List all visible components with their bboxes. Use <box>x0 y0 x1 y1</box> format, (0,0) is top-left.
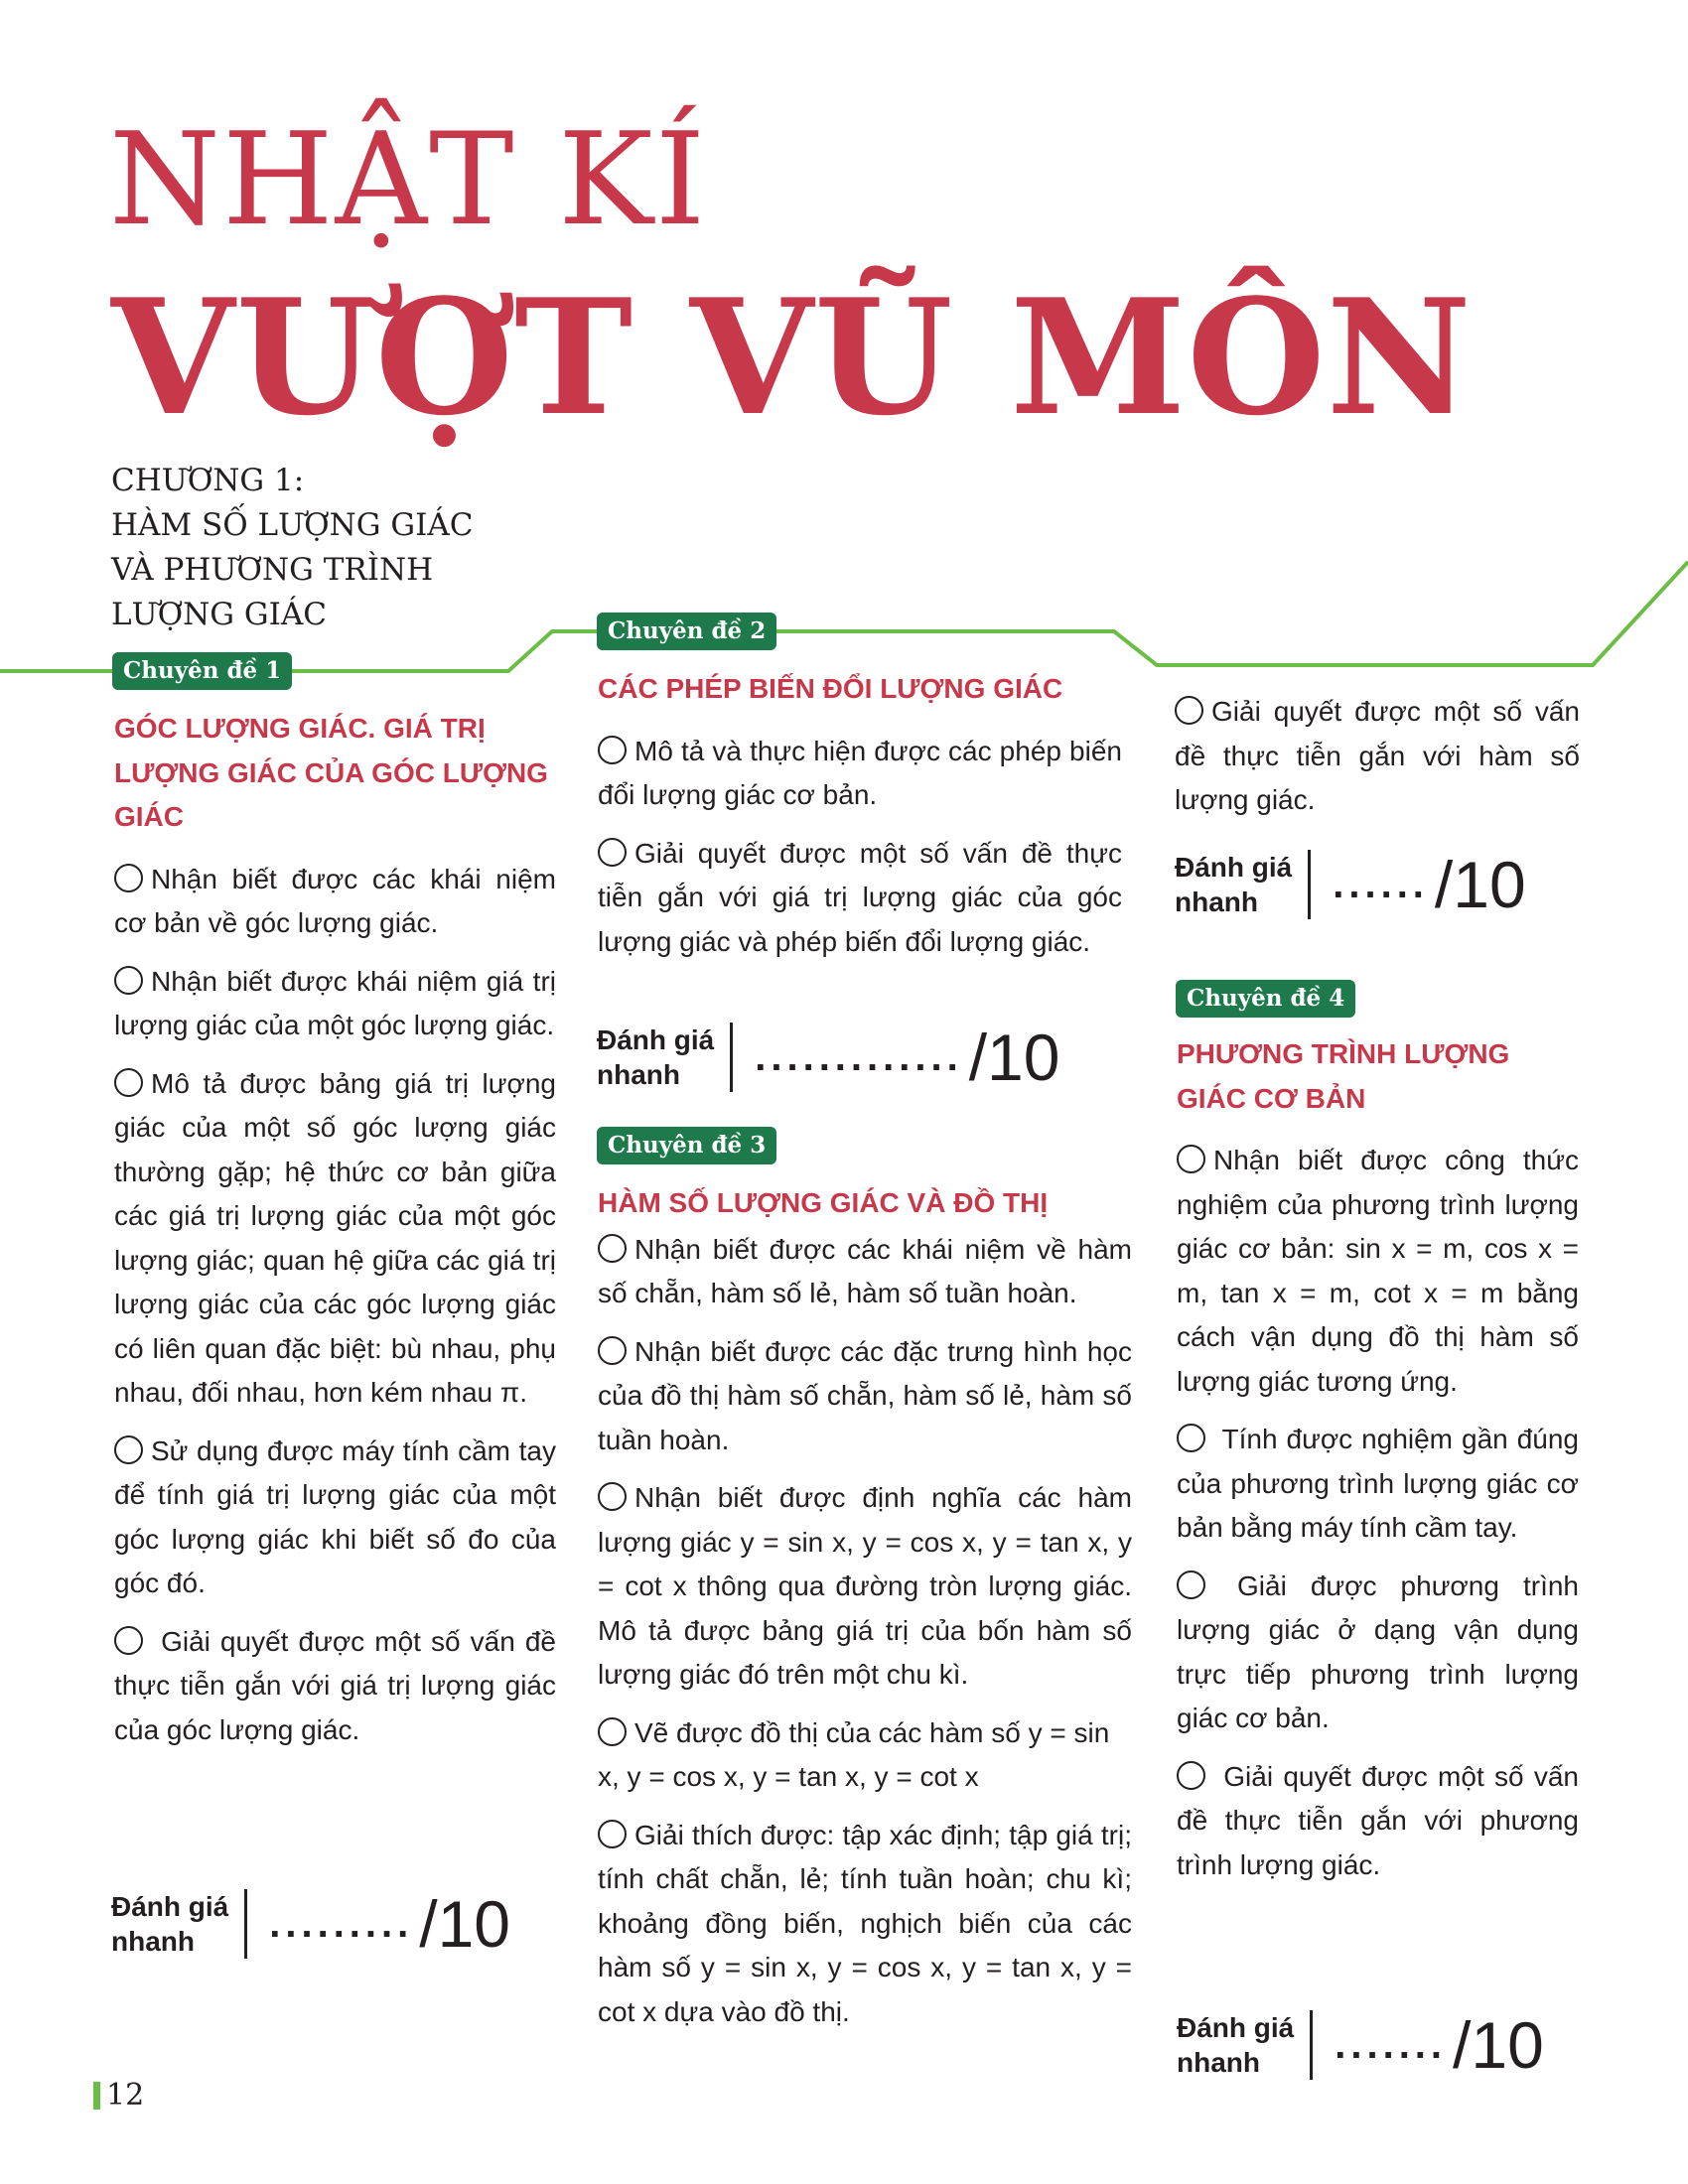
item-text: Mô tả và thực hiện được các phép biến đổi lượng giác cơ bản. <box>598 735 1122 810</box>
checkbox-circle-icon[interactable] <box>598 736 627 764</box>
item-text: Mô tả được bảng giá trị lượng giác của một số góc lượng giác thường gặp; hệ thức cơ bản giữa các giá trị lượng giác của một góc lượng giác; quan hệ giữa các giá trị lượng giác của các góc lượng giác có liên quan đặc biệt: bù nhau, phụ nhau, đối nhau, hơn kém nhau π. <box>114 1067 556 1408</box>
checkbox-circle-icon[interactable] <box>598 1482 627 1511</box>
item-text: Nhận biết được các đặc trưng hình học của đồ thị hàm số chẵn, hàm số lẻ, hàm số tuần hoàn. <box>598 1335 1132 1455</box>
topic-2-tag: Chuyên đề 2 <box>597 613 776 650</box>
item-text: Giải quyết được một số vấn đề thực tiễn gắn với phương trình lượng giác. <box>1177 1760 1579 1880</box>
rating-label: Đánh giá nhanh <box>1175 852 1293 917</box>
rating-blank[interactable]: ....... <box>1335 2022 1448 2067</box>
list-item <box>1177 1565 1579 1741</box>
checkbox-circle-icon[interactable] <box>1177 1145 1205 1173</box>
checkbox-circle-icon[interactable] <box>598 1234 627 1263</box>
item-text: Giải được phương trình lượng giác ở dạng vận dụng trực tiếp phương trình lượng giác cơ bản. <box>1177 1570 1579 1733</box>
title-top: NHẬT KÍ <box>109 106 708 254</box>
rating-score: /10 <box>968 1021 1060 1094</box>
list-item <box>598 1814 1132 2035</box>
list-item <box>598 1476 1132 1698</box>
checkbox-circle-icon[interactable] <box>114 966 143 995</box>
chapter-line: HÀM SỐ LƯỢNG GIÁC <box>111 507 474 543</box>
list-item <box>114 960 556 1048</box>
chapter-line: CHƯƠNG 1: <box>111 463 305 498</box>
list-item <box>598 832 1122 965</box>
list-item <box>1175 690 1580 823</box>
list-item <box>1177 1139 1579 1404</box>
chapter-line: VÀ PHƯƠNG TRÌNH <box>111 552 434 588</box>
item-text: Nhận biết được định nghĩa các hàm lượng giác y = sin x, y = cos x, y = tan x, y = cot x thông qua đường tròn lượng giác. Mô tả được bảng giá trị của bốn hàm số lượng giác đó trên một chu kì. <box>598 1482 1132 1690</box>
topic-3-column <box>598 1181 1132 2034</box>
rating-divider <box>1310 2010 1313 2080</box>
rating-divider <box>730 1023 733 1092</box>
page-marker <box>93 2082 100 2110</box>
item-text: Giải quyết được một số vấn đề thực tiễn gắn với giá trị lượng giác của góc lượng giác. <box>114 1625 556 1745</box>
checkbox-circle-icon[interactable] <box>114 1626 143 1655</box>
rating-score: /10 <box>419 1887 511 1961</box>
list-item <box>114 1620 556 1753</box>
topic-3-continued <box>1175 690 1580 823</box>
rating-blank[interactable]: ............. <box>755 1034 963 1079</box>
rating-divider <box>1308 850 1311 919</box>
topic-1-tag: Chuyên đề 1 <box>112 652 292 690</box>
list-item <box>598 1711 1132 1800</box>
topic-2-column <box>598 667 1122 964</box>
checkbox-circle-icon[interactable] <box>1177 1424 1205 1452</box>
topic-3-heading: HÀM SỐ LƯỢNG GIÁC VÀ ĐỒ THỊ <box>598 1187 1049 1218</box>
item-text: Giải thích được: tập xác định; tập giá trị; tính chất chẵn, lẻ; tính tuần hoàn; chu kì; khoảng đồng biến, nghịch biến của các hàm số y = sin x, y = cos x, y = tan x, y = cot x dựa vào đồ thị. <box>598 1819 1132 2027</box>
topic-2-rating <box>597 1023 1059 1092</box>
title-main: VƯỢT VŨ MÔN <box>111 264 1473 451</box>
item-text: Nhận biết được công thức nghiệm của phương trình lượng giác cơ bản: sin x = m, cos x = m, tan x = m, cot x = m bằng cách vận dụng đồ thị hàm số lượng giác tương ứng. <box>1177 1145 1579 1397</box>
list-item <box>114 1430 556 1606</box>
topic-1-column <box>114 707 556 1752</box>
topic-3-rating <box>1175 850 1526 919</box>
item-text: Tính được nghiệm gần đúng của phương trình lượng giác cơ bản bằng máy tính cầm tay. <box>1177 1424 1579 1543</box>
page-number-text: 12 <box>106 2078 145 2113</box>
topic-1-heading: GÓC LƯỢNG GIÁC. GIÁ TRỊ LƯỢNG GIÁC CỦA GÓC LƯỢNG GIÁC <box>114 713 548 832</box>
rating-label: Đánh giá nhanh <box>1177 2012 1295 2078</box>
rating-blank[interactable]: ...... <box>1333 862 1429 906</box>
item-text: Nhận biết được các khái niệm về hàm số chẵn, hàm số lẻ, hàm số tuần hoàn. <box>598 1233 1132 1308</box>
list-item <box>598 1228 1132 1316</box>
checkbox-circle-icon[interactable] <box>598 1717 627 1746</box>
list-item <box>598 730 1122 818</box>
topic-4-rating <box>1177 2010 1544 2080</box>
rating-score: /10 <box>1434 848 1526 921</box>
list-item <box>1177 1755 1579 1888</box>
rating-score: /10 <box>1453 2008 1544 2082</box>
topic-4-heading: PHƯƠNG TRÌNH LƯỢNG GIÁC CƠ BẢN <box>1177 1038 1510 1114</box>
item-text: Giải quyết được một số vấn đề thực tiễn gắn với hàm số lượng giác. <box>1175 696 1580 815</box>
list-item <box>114 858 556 946</box>
checkbox-circle-icon[interactable] <box>1175 696 1203 725</box>
list-item <box>1177 1418 1579 1551</box>
item-text: Giải quyết được một số vấn đề thực tiễn gắn với giá trị lượng giác của góc lượng giác và phép biến đổi lượng giác. <box>598 837 1122 957</box>
checkbox-circle-icon[interactable] <box>598 1820 627 1848</box>
page-number <box>93 2078 144 2113</box>
topic-2-heading: CÁC PHÉP BIẾN ĐỔI LƯỢNG GIÁC <box>598 673 1063 704</box>
topic-4-tag: Chuyên đề 4 <box>1176 980 1355 1018</box>
timeline-line <box>0 0 1688 695</box>
checkbox-circle-icon[interactable] <box>1177 1761 1205 1790</box>
list-item <box>598 1330 1132 1463</box>
topic-4-column <box>1177 1032 1579 1887</box>
topic-1-rating <box>111 1889 510 1959</box>
item-text: Nhận biết được khái niệm giá trị lượng giác của một góc lượng giác. <box>114 965 556 1040</box>
checkbox-circle-icon[interactable] <box>114 1068 143 1097</box>
checkbox-circle-icon[interactable] <box>598 838 627 867</box>
rating-blank[interactable]: ......... <box>269 1901 414 1946</box>
checkbox-circle-icon[interactable] <box>114 864 143 892</box>
checkbox-circle-icon[interactable] <box>598 1336 627 1365</box>
topic-3-tag: Chuyên đề 3 <box>597 1127 776 1164</box>
checkbox-circle-icon[interactable] <box>1177 1570 1205 1599</box>
item-text: Vẽ được đồ thị của các hàm số y = sin x, y = cos x, y = tan x, y = cot x <box>598 1716 1110 1792</box>
rating-label: Đánh giá nhanh <box>597 1024 715 1090</box>
item-text: Sử dụng được máy tính cầm tay để tính giá trị lượng giác của một góc lượng giác khi biết số đo của góc đó. <box>114 1434 556 1598</box>
rating-divider <box>244 1889 247 1959</box>
list-item <box>114 1062 556 1416</box>
chapter-line: LƯỢNG GIÁC <box>111 597 327 632</box>
item-text: Nhận biết được các khái niệm cơ bản về góc lượng giác. <box>114 863 556 938</box>
rating-label: Đánh giá nhanh <box>111 1891 229 1957</box>
checkbox-circle-icon[interactable] <box>114 1435 143 1464</box>
